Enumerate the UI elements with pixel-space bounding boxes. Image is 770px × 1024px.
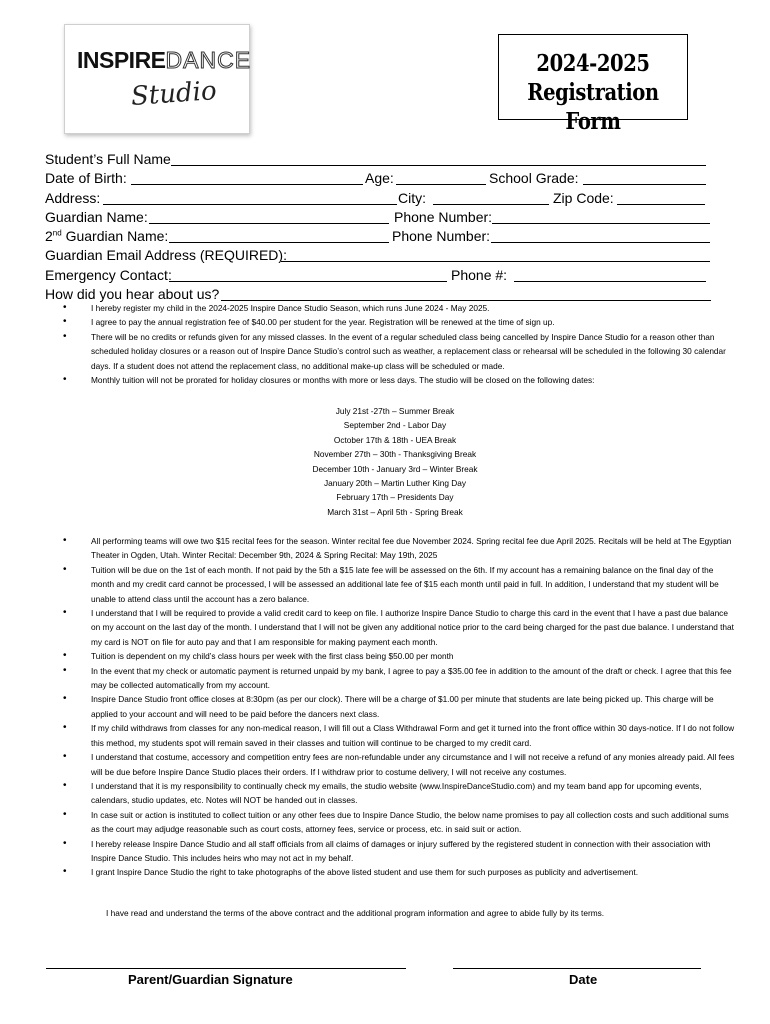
registration-fields: [45, 150, 725, 304]
age-field[interactable]: [396, 184, 486, 185]
full-name-label: Student’s Full Name: [45, 151, 171, 167]
email-label: Guardian Email Address (REQUIRED):: [45, 247, 287, 264]
phone2-field[interactable]: [491, 242, 710, 243]
studio-logo: [64, 24, 250, 134]
closure-date: October 17th & 18th - UEA Break: [333, 434, 457, 445]
terms-item: • In case suit or action is instituted to collect tuition or any other fees due to Inspire Dance Studio, the below name promises to pay all collection costs and such additional sums as the court may adjudge reasonable such as court costs, attorney fees, service or process, etc. in said suit or action.: [45, 808, 735, 837]
closure-date: November 27th – 30th - Thanksgiving Break: [313, 449, 477, 460]
guardian-label: Guardian Name:: [45, 208, 148, 225]
terms-item: • In the event that my check or automatic payment is returned unpaid by my bank, I agree to pay a $35.00 fee in addition to the amount of the draft or check. I agree that this fee may be collected automatically from my account.: [45, 664, 735, 693]
form-title: Registration Form: [527, 79, 659, 135]
form-title-year: 2024-2025: [536, 50, 650, 77]
phone-field[interactable]: [492, 223, 710, 224]
phone-label: Phone Number:: [394, 208, 493, 225]
parent-signature-field[interactable]: [46, 968, 406, 969]
field-row-dob: [45, 169, 725, 188]
zip-field[interactable]: [617, 204, 705, 205]
closure-date: January 20th – Martin Luther King Day: [323, 478, 467, 489]
dob-label: Date of Birth:: [45, 170, 127, 187]
heard-label: How did you hear about us?: [45, 286, 220, 303]
form-title-box: [498, 34, 688, 135]
closure-date: July 21st -27th – Summer Break: [335, 406, 455, 416]
field-row-email: [45, 246, 725, 265]
closure-dates: [240, 404, 550, 519]
date-field[interactable]: [453, 968, 701, 969]
city-label: City:: [398, 189, 426, 206]
logo-wordmark: [77, 47, 251, 74]
guardian-field[interactable]: [149, 223, 389, 224]
email-field[interactable]: [281, 261, 710, 262]
closure-date: March 31st – April 5th - Spring Break: [327, 506, 463, 517]
terms-item: • Inspire Dance Studio front office closes at 8:30pm (as per our clock). There will be a charge of $1.00 per minute that students are late being picked up. This charge will be applied to your account and will need to be paid before the dancers next class.: [45, 692, 735, 721]
dob-field[interactable]: [131, 184, 363, 185]
guardian2-text: Guardian Name:: [61, 228, 169, 245]
parent-signature-label: Parent/Guardian Signature: [128, 972, 293, 987]
terms-item: • I agree to pay the annual registration fee of $40.00 per student for the year. Registration will be renewed at the time of sign up.: [45, 315, 735, 329]
age-label: Age:: [365, 170, 394, 187]
guardian2-num: 2: [45, 228, 53, 245]
guardian2-sup: nd: [52, 228, 62, 238]
emergency-phone-label: Phone #:: [451, 266, 508, 283]
logo-word-inspire: INSPIRE: [77, 47, 166, 73]
field-row-emergency: [45, 266, 725, 285]
terms-item: • I grant Inspire Dance Studio the right to take photographs of the above listed student and use them for such purposes as publicity and advertisement.: [45, 865, 735, 879]
field-row-guardian2: [45, 227, 725, 246]
closure-date: September 2nd - Labor Day: [343, 420, 447, 431]
address-label: Address:: [45, 189, 101, 206]
emergency-label: Emergency Contact:: [45, 266, 172, 283]
terms-list-top: [45, 301, 735, 387]
phone2-label: Phone Number:: [392, 228, 491, 245]
terms-item: • Tuition is dependent on my child’s class hours per week with the first class being $50.00 per month: [45, 649, 735, 663]
city-field[interactable]: [433, 204, 549, 205]
closure-date: February 17th – Presidents Day: [336, 492, 454, 503]
terms-item: • Monthly tuition will not be prorated for holiday closures or months with more or less days. The studio will be closed on the following dates:: [45, 373, 735, 387]
terms-list-bottom: [45, 534, 735, 880]
field-row-name: [45, 150, 725, 169]
date-label: Date: [569, 972, 598, 987]
address-field[interactable]: [103, 204, 397, 205]
zip-label: Zip Code:: [553, 189, 614, 206]
guardian2-field[interactable]: [169, 242, 389, 243]
logo-script: Studio: [130, 76, 218, 112]
emergency-field[interactable]: [169, 281, 447, 282]
terms-item: • I understand that costume, accessory and competition entry fees are non-refundable under any circumstance and I will not receive a refund of any monies already paid. All fees will be due before Inspire Dance Studio places their orders. If I withdraw prior to costume delivery, I will not receive any costumes.: [45, 750, 735, 779]
closure-date: December 10th - January 3rd – Winter Break: [312, 463, 478, 474]
field-row-guardian: [45, 208, 725, 227]
emergency-phone-field[interactable]: [514, 281, 706, 282]
terms-item: • Tuition will be due on the 1st of each month. If not paid by the 5th a $15 late fee will be assessed on the 6th. If my account has a remaining balance on the final day of the month and my credit card cannot be processed, I will be assessed an additional late fee of $15 each month until paid in full. In addition, I understand that my student will be unable to attend class until the account has a zero balance.: [45, 563, 735, 606]
terms-item: • I understand that I will be required to provide a valid credit card to keep on file. I authorize Inspire Dance Studio to charge this card in the event that I have a past due balance on my account on the last day of the month. I understand that I will not be given any additional notice prior to the card being charged for the past due balance. I understand that my card is NOT on file for auto pay and that I am responsible for making payment each month.: [45, 606, 735, 649]
guardian2-label: [45, 227, 168, 246]
full-name-field[interactable]: [171, 165, 706, 166]
grade-field[interactable]: [583, 184, 706, 185]
terms-item: • There will be no credits or refunds given for any missed classes. In the event of a regular scheduled class being cancelled by Inspire Dance Studio for a reason other than scheduled holiday closures or a reason out of Inspire Dance Studio’s control such as weather, a replacement class or rehearsal will be scheduled in the following 30 calendar days. If a student does not attend the replacement class, no additional make-up class will be scheduled or made.: [45, 330, 735, 373]
field-row-address: [45, 189, 725, 208]
grade-label: School Grade:: [489, 170, 579, 187]
terms-item: • All performing teams will owe two $15 recital fees for the season. Winter recital fee due November 2024. Spring recital fee due April 2025. Recitals will be held at The Egyptian Theater in Ogden, Utah. Winter Recital: December 9th, 2024 & Spring Recital: May 19th, 2025: [45, 534, 735, 563]
logo-word-dance: DANCE: [165, 47, 252, 73]
terms-item: • I understand that it is my responsibility to continually check my emails, the studio website (www.InspireDanceStudio.com) and my team band app for upcoming events, calendars, studio updates, etc. Notes will NOT be handed out in classes.: [45, 779, 735, 808]
terms-item: • If my child withdraws from classes for any non-medical reason, I will fill out a Class Withdrawal Form and get it turned into the front office within 30 days-notice. If I do not follow this method, my students spot will remain saved in their classes and tuition will continue to be charged to my credit card.: [45, 721, 735, 750]
agreement-statement: I have read and understand the terms of the above contract and the additional program information and agree to abide fully by its terms.: [106, 908, 605, 918]
terms-item: • I hereby register my child in the 2024-2025 Inspire Dance Studio Season, which runs June 2024 - May 2025.: [45, 301, 735, 315]
terms-item: • I hereby release Inspire Dance Studio and all staff officials from all claims of damages or injury suffered by the registered student in connection with their association with Inspire Dance Studio. This includes heirs who may not act in my behalf.: [45, 837, 735, 866]
